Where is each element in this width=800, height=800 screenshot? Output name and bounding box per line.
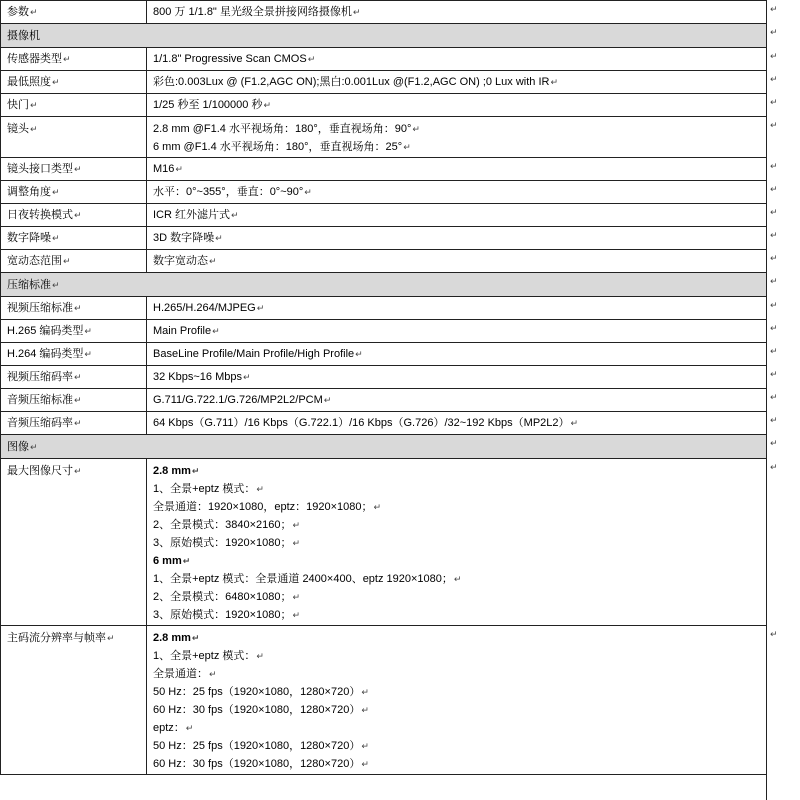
spec-value-line bbox=[153, 534, 760, 552]
spec-label-cell bbox=[1, 320, 147, 343]
margin-mark: ↵ bbox=[770, 253, 778, 263]
section-title-cell bbox=[1, 273, 767, 297]
margin-paragraph-marks bbox=[770, 0, 800, 800]
spec-label: 数字降噪 bbox=[7, 232, 51, 244]
paragraph-mark: ↵ bbox=[209, 669, 217, 679]
paragraph-mark: ↵ bbox=[292, 538, 301, 548]
spec-value-cell bbox=[147, 250, 767, 273]
spec-value-line bbox=[153, 516, 760, 534]
spec-value-line bbox=[153, 96, 760, 114]
paragraph-mark: ↵ bbox=[30, 7, 38, 17]
spec-value-cell bbox=[147, 320, 767, 343]
spec-value-text: 6 mm bbox=[153, 555, 182, 567]
paragraph-mark: ↵ bbox=[292, 610, 301, 620]
margin-mark: ↵ bbox=[770, 207, 778, 217]
spec-value-text: 1/1.8" Progressive Scan CMOS bbox=[153, 53, 307, 65]
paragraph-mark: ↵ bbox=[403, 142, 411, 152]
header-label: 参数 bbox=[7, 6, 29, 18]
paragraph-mark: ↵ bbox=[256, 303, 265, 313]
spec-row bbox=[1, 320, 767, 343]
spec-label: 主码流分辨率与帧率 bbox=[7, 632, 106, 644]
margin-mark: ↵ bbox=[770, 97, 778, 107]
paragraph-mark: ↵ bbox=[355, 349, 363, 359]
section-title-cell bbox=[1, 435, 767, 459]
paragraph-mark: ↵ bbox=[307, 54, 316, 64]
spec-row bbox=[1, 117, 767, 158]
spec-value-line bbox=[153, 737, 760, 755]
spec-value-text: 50 Hz：25 fps（1920×1080，1280×720） bbox=[153, 740, 361, 752]
spec-value-text: G.711/G.722.1/G.726/MP2L2/PCM bbox=[153, 394, 323, 406]
spec-label-cell bbox=[1, 227, 147, 250]
spec-value-line bbox=[153, 665, 760, 683]
margin-mark: ↵ bbox=[770, 276, 778, 286]
spec-label-cell bbox=[1, 158, 147, 181]
spec-value-text: eptz： bbox=[153, 722, 185, 734]
spec-label: 传感器类型 bbox=[7, 53, 62, 65]
header-value: 800 万 1/1.8" 星光级全景拼接网络摄像机 bbox=[153, 6, 352, 18]
spec-row bbox=[1, 626, 767, 775]
spec-value-cell bbox=[147, 204, 767, 227]
paragraph-mark: ↵ bbox=[74, 466, 82, 476]
section-title: 图像 bbox=[7, 440, 29, 453]
spec-label-cell bbox=[1, 412, 147, 435]
spec-value-line bbox=[153, 701, 760, 719]
margin-mark: ↵ bbox=[770, 120, 778, 130]
spec-label: 最大图像尺寸 bbox=[7, 465, 73, 477]
spec-value-text: 1、全景+eptz 模式： bbox=[153, 483, 256, 495]
spec-row bbox=[1, 366, 767, 389]
paragraph-mark: ↵ bbox=[361, 741, 369, 751]
paragraph-mark: ↵ bbox=[361, 687, 369, 697]
spec-value-text: 32 Kbps~16 Mbps bbox=[153, 371, 242, 383]
spec-row bbox=[1, 94, 767, 117]
paragraph-mark: ↵ bbox=[215, 233, 223, 243]
spec-value-text: 彩色:0.003Lux @ (F1.2,AGC ON);黑白:0.001Lux @(F1.2,AGC ON) ;0 Lux with IR bbox=[153, 76, 550, 88]
spec-value-text: 3、原始模式：1920×1080； bbox=[153, 537, 292, 549]
spec-value-cell bbox=[147, 48, 767, 71]
margin-mark: ↵ bbox=[770, 346, 778, 356]
spec-label-cell bbox=[1, 459, 147, 626]
margin-mark: ↵ bbox=[770, 51, 778, 61]
spec-label: H.265 编码类型 bbox=[7, 325, 84, 337]
paragraph-mark: ↵ bbox=[74, 164, 82, 174]
spec-label-cell bbox=[1, 626, 147, 775]
section-title: 摄像机 bbox=[7, 29, 40, 42]
spec-value-text: 1、全景+eptz 模式： bbox=[153, 650, 256, 662]
spec-label: 视频压缩码率 bbox=[7, 371, 73, 383]
spec-label: 镜头 bbox=[7, 123, 29, 135]
spec-label: 视频压缩标准 bbox=[7, 302, 73, 314]
margin-mark: ↵ bbox=[770, 392, 778, 402]
spec-value-cell bbox=[147, 181, 767, 204]
spec-value-cell bbox=[147, 117, 767, 158]
section-title: 压缩标准 bbox=[7, 278, 51, 291]
spec-value-text: 数字宽动态 bbox=[153, 255, 208, 267]
paragraph-mark: ↵ bbox=[191, 466, 200, 476]
spec-value-line bbox=[153, 683, 760, 701]
spec-value-cell bbox=[147, 158, 767, 181]
spec-value-text: 60 Hz：30 fps（1920×1080，1280×720） bbox=[153, 704, 361, 716]
spec-value-line bbox=[153, 252, 760, 270]
margin-mark: ↵ bbox=[770, 27, 778, 37]
spec-value-text: 50 Hz：25 fps（1920×1080，1280×720） bbox=[153, 686, 361, 698]
spec-value-line bbox=[153, 120, 760, 138]
paragraph-mark: ↵ bbox=[292, 520, 301, 530]
spec-value-line bbox=[153, 160, 760, 178]
spec-label: 日夜转换模式 bbox=[7, 209, 73, 221]
margin-mark: ↵ bbox=[770, 323, 778, 333]
spec-value-line bbox=[153, 368, 760, 386]
paragraph-mark: ↵ bbox=[352, 7, 361, 17]
spec-value-text: 64 Kbps（G.711）/16 Kbps（G.722.1）/16 Kbps（G.726）/32~192 Kbps（MP2L2） bbox=[153, 417, 570, 429]
spec-value-cell bbox=[147, 94, 767, 117]
paragraph-mark: ↵ bbox=[74, 210, 82, 220]
paragraph-mark: ↵ bbox=[52, 187, 60, 197]
paragraph-mark: ↵ bbox=[453, 574, 462, 584]
margin-mark: ↵ bbox=[770, 629, 778, 639]
paragraph-mark: ↵ bbox=[323, 395, 332, 405]
spec-value-line bbox=[153, 391, 760, 409]
paragraph-mark: ↵ bbox=[242, 372, 251, 382]
spec-label-cell bbox=[1, 204, 147, 227]
spec-row bbox=[1, 181, 767, 204]
spec-value-line bbox=[153, 629, 760, 647]
spec-label: H.264 编码类型 bbox=[7, 348, 84, 360]
spec-value-line bbox=[153, 322, 760, 340]
paragraph-mark: ↵ bbox=[256, 484, 264, 494]
paragraph-mark: ↵ bbox=[52, 77, 60, 87]
spec-label-cell bbox=[1, 71, 147, 94]
paragraph-mark: ↵ bbox=[304, 187, 312, 197]
spec-value-line bbox=[153, 647, 760, 665]
spec-value-text: 2.8 mm @F1.4 水平视场角：180°，垂直视场角：90° bbox=[153, 123, 412, 135]
spec-label-cell bbox=[1, 48, 147, 71]
margin-mark: ↵ bbox=[770, 184, 778, 194]
section-row bbox=[1, 435, 767, 459]
paragraph-mark: ↵ bbox=[361, 705, 369, 715]
paragraph-mark: ↵ bbox=[212, 326, 220, 336]
spec-value-line bbox=[153, 588, 760, 606]
spec-row bbox=[1, 250, 767, 273]
spec-row bbox=[1, 412, 767, 435]
spec-row bbox=[1, 48, 767, 71]
spec-label: 最低照度 bbox=[7, 76, 51, 88]
spec-value-text: 3D 数字降噪 bbox=[153, 232, 215, 244]
paragraph-mark: ↵ bbox=[182, 556, 191, 566]
paragraph-mark: ↵ bbox=[84, 349, 92, 359]
paragraph-mark: ↵ bbox=[209, 256, 217, 266]
margin-mark: ↵ bbox=[770, 300, 778, 310]
paragraph-mark: ↵ bbox=[292, 592, 301, 602]
paragraph-mark: ↵ bbox=[361, 759, 369, 769]
margin-mark: ↵ bbox=[770, 438, 778, 448]
header-row bbox=[1, 1, 767, 24]
spec-value-text: 2、全景模式：6480×1080； bbox=[153, 591, 292, 603]
spec-value-line bbox=[153, 414, 760, 432]
spec-value-line bbox=[153, 345, 760, 363]
spec-value-text: 6 mm @F1.4 水平视场角：180°，垂直视场角：25° bbox=[153, 141, 403, 153]
spec-value-cell bbox=[147, 412, 767, 435]
margin-mark: ↵ bbox=[770, 462, 778, 472]
paragraph-mark: ↵ bbox=[63, 54, 71, 64]
paragraph-mark: ↵ bbox=[256, 651, 264, 661]
spec-value-cell bbox=[147, 366, 767, 389]
spec-label-cell bbox=[1, 94, 147, 117]
header-label-cell bbox=[1, 1, 147, 24]
spec-value-text: Main Profile bbox=[153, 325, 212, 337]
paragraph-mark: ↵ bbox=[84, 326, 92, 336]
paragraph-mark: ↵ bbox=[107, 633, 115, 643]
paragraph-mark: ↵ bbox=[175, 164, 183, 174]
paragraph-mark: ↵ bbox=[30, 100, 38, 110]
paragraph-mark: ↵ bbox=[74, 395, 82, 405]
spec-value-text: 水平：0°~355°，垂直：0°~90° bbox=[153, 186, 304, 198]
spec-value-text: 3、原始模式：1920×1080； bbox=[153, 609, 292, 621]
table-right-border bbox=[766, 0, 767, 800]
spec-value-line bbox=[153, 552, 760, 570]
spec-value-line bbox=[153, 50, 760, 68]
spec-label-cell bbox=[1, 343, 147, 366]
spec-value-cell bbox=[147, 71, 767, 94]
spec-label-cell bbox=[1, 366, 147, 389]
spec-value-cell bbox=[147, 459, 767, 626]
spec-label-cell bbox=[1, 181, 147, 204]
spec-value-text: M16 bbox=[153, 163, 175, 175]
spec-value-line bbox=[153, 719, 760, 737]
spec-label-cell bbox=[1, 389, 147, 412]
paragraph-mark: ↵ bbox=[30, 441, 38, 452]
paragraph-mark: ↵ bbox=[191, 633, 200, 643]
spec-label: 快门 bbox=[7, 99, 29, 111]
spec-label: 镜头接口类型 bbox=[7, 163, 73, 175]
paragraph-mark: ↵ bbox=[74, 418, 82, 428]
spec-label: 音频压缩码率 bbox=[7, 417, 73, 429]
spec-value-line bbox=[153, 606, 760, 624]
spec-value-cell bbox=[147, 227, 767, 250]
spec-value-cell bbox=[147, 389, 767, 412]
spec-value-text: 1/25 秒至 1/100000 秒 bbox=[153, 99, 263, 111]
spec-label: 宽动态范围 bbox=[7, 255, 62, 267]
margin-mark: ↵ bbox=[770, 415, 778, 425]
section-row bbox=[1, 273, 767, 297]
spec-value-line bbox=[153, 755, 760, 773]
spec-label: 音频压缩标准 bbox=[7, 394, 73, 406]
spec-row bbox=[1, 204, 767, 227]
paragraph-mark: ↵ bbox=[63, 256, 71, 266]
spec-value-text: 2、全景模式：3840×2160； bbox=[153, 519, 292, 531]
paragraph-mark: ↵ bbox=[263, 100, 272, 110]
paragraph-mark: ↵ bbox=[550, 77, 559, 87]
paragraph-mark: ↵ bbox=[74, 303, 82, 313]
paragraph-mark: ↵ bbox=[74, 372, 82, 382]
spec-value-text: 60 Hz：30 fps（1920×1080，1280×720） bbox=[153, 758, 361, 770]
spec-label: 调整角度 bbox=[7, 186, 51, 198]
spec-row bbox=[1, 297, 767, 320]
margin-mark: ↵ bbox=[770, 369, 778, 379]
spec-value-line bbox=[153, 480, 760, 498]
spec-value-text: 2.8 mm bbox=[153, 465, 191, 477]
margin-mark: ↵ bbox=[770, 161, 778, 171]
paragraph-mark: ↵ bbox=[52, 233, 60, 243]
spec-label-cell bbox=[1, 250, 147, 273]
spec-value-text: H.265/H.264/MJPEG bbox=[153, 302, 256, 314]
spec-value-cell bbox=[147, 343, 767, 366]
margin-mark: ↵ bbox=[770, 230, 778, 240]
section-title-cell bbox=[1, 24, 767, 48]
paragraph-mark: ↵ bbox=[231, 210, 239, 220]
spec-value-line bbox=[153, 570, 760, 588]
paragraph-mark: ↵ bbox=[185, 723, 194, 733]
spec-label-cell bbox=[1, 117, 147, 158]
spec-value-line bbox=[153, 229, 760, 247]
paragraph-mark: ↵ bbox=[412, 124, 420, 134]
spec-value-line bbox=[153, 138, 760, 156]
spec-row bbox=[1, 343, 767, 366]
spec-value-line bbox=[153, 462, 760, 480]
spec-row bbox=[1, 71, 767, 94]
spec-label-cell bbox=[1, 297, 147, 320]
spec-value-line bbox=[153, 183, 760, 201]
spec-value-text: BaseLine Profile/Main Profile/High Profile bbox=[153, 348, 355, 360]
spec-row bbox=[1, 389, 767, 412]
spec-value-text: 全景通道： bbox=[153, 668, 208, 680]
paragraph-mark: ↵ bbox=[373, 502, 382, 512]
spec-value-text: 全景通道：1920×1080，eptz：1920×1080； bbox=[153, 501, 373, 513]
header-value-cell bbox=[147, 1, 767, 24]
paragraph-mark: ↵ bbox=[570, 418, 579, 428]
paragraph-mark: ↵ bbox=[52, 279, 60, 290]
spec-value-text: 2.8 mm bbox=[153, 632, 191, 644]
spec-row bbox=[1, 459, 767, 626]
section-row bbox=[1, 24, 767, 48]
spec-value-line bbox=[153, 73, 760, 91]
spec-row bbox=[1, 158, 767, 181]
spec-value-text: ICR 红外滤片式 bbox=[153, 209, 230, 221]
spec-value-line bbox=[153, 299, 760, 317]
margin-mark: ↵ bbox=[770, 74, 778, 84]
spec-value-line bbox=[153, 206, 760, 224]
paragraph-mark: ↵ bbox=[30, 124, 38, 134]
spec-value-cell bbox=[147, 297, 767, 320]
spec-value-cell bbox=[147, 626, 767, 775]
spec-value-line bbox=[153, 498, 760, 516]
margin-mark: ↵ bbox=[770, 4, 778, 14]
spec-value-text: 1、全景+eptz 模式：全景通道 2400×400、eptz 1920×1080； bbox=[153, 573, 453, 585]
spec-row bbox=[1, 227, 767, 250]
